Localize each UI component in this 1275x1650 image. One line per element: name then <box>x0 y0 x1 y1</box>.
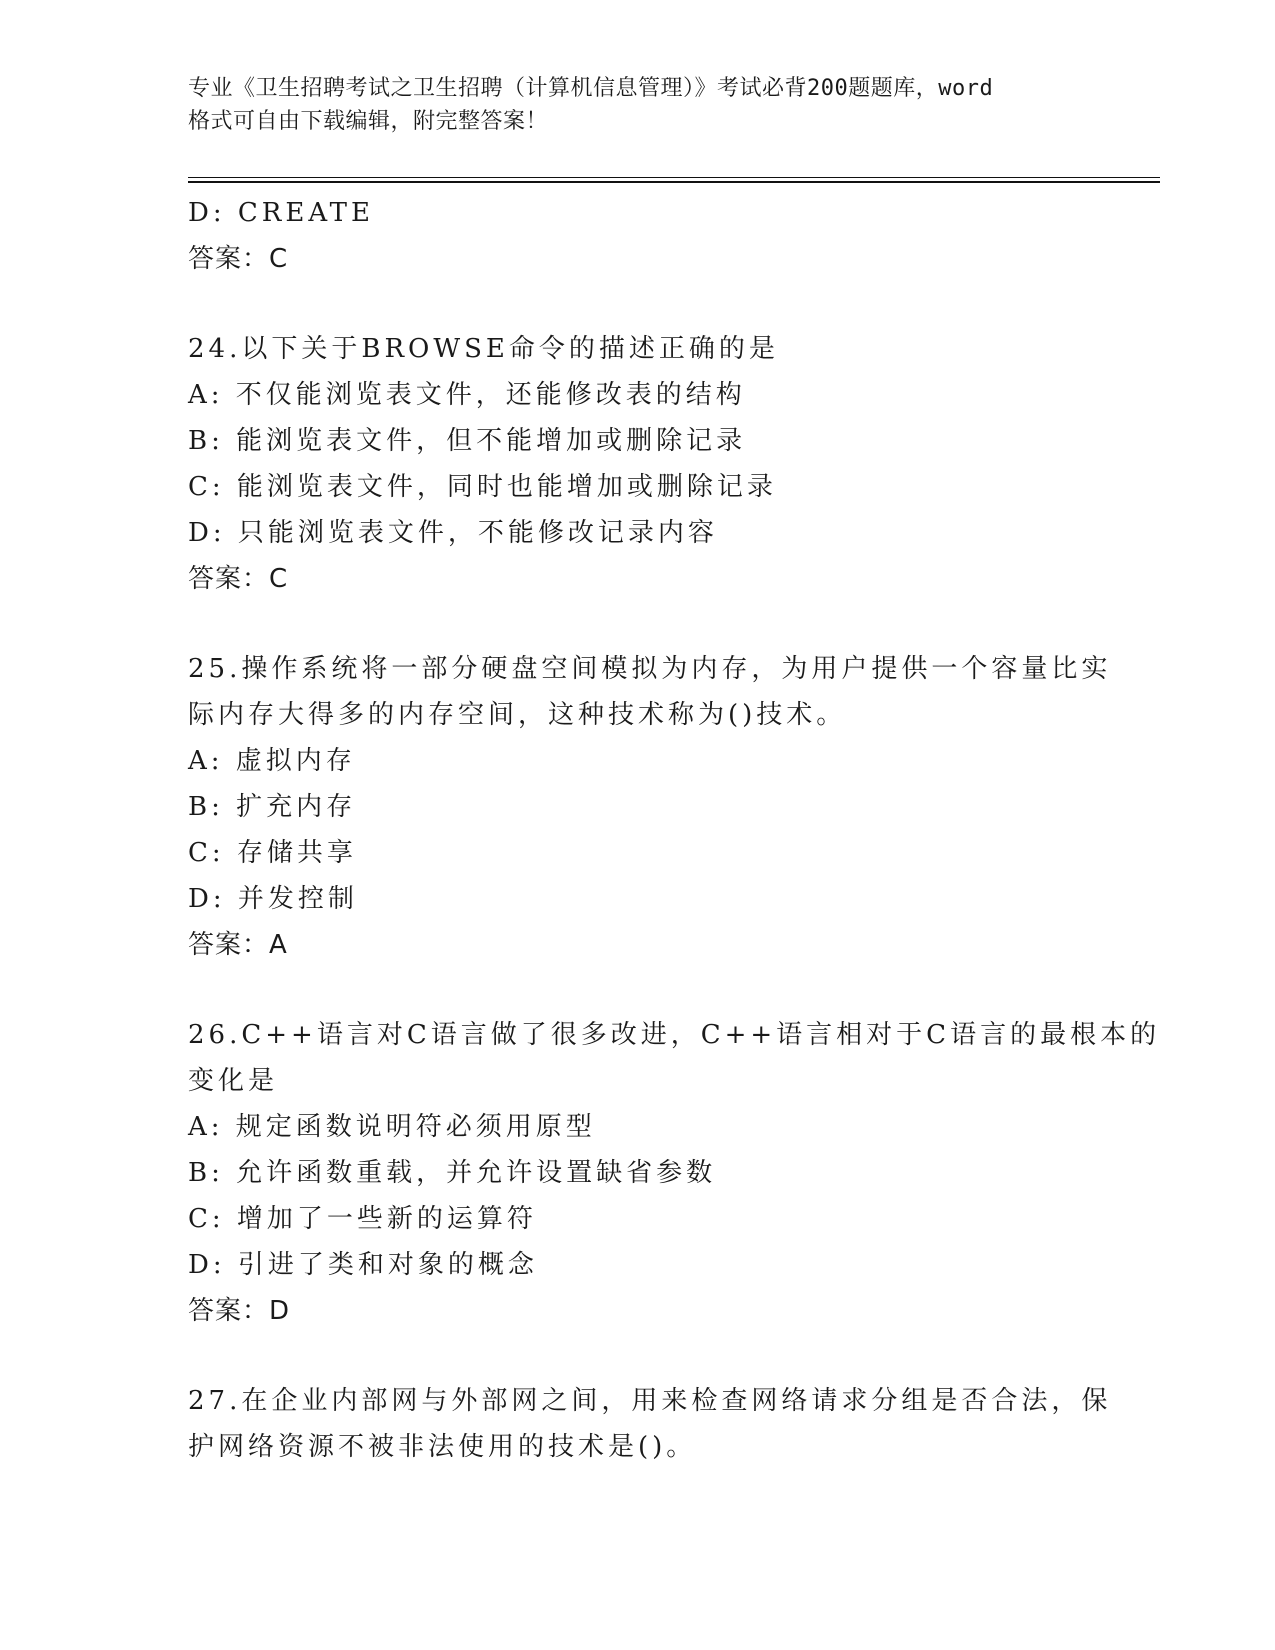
answer-line: 答案：C <box>188 564 289 594</box>
question-24 <box>188 326 1088 602</box>
question-text: 26.C++语言对C语言做了很多改进，C++语言相对于C语言的最根本的 <box>188 1020 1161 1050</box>
spacer <box>188 282 1088 326</box>
document-header <box>188 72 1088 138</box>
question-text: 护网络资源不被非法使用的技术是()。 <box>188 1432 697 1462</box>
spacer <box>188 968 1088 1012</box>
option-a: A: 规定函数说明符必须用原型 <box>188 1112 596 1142</box>
question-25 <box>188 646 1112 968</box>
answer-line: 答案：A <box>188 930 288 960</box>
question-23-tail <box>188 190 1088 282</box>
option-c: C: 存储共享 <box>188 838 357 868</box>
option-b: B: 允许函数重载，并允许设置缺省参数 <box>188 1158 717 1188</box>
answer-line: 答案：C <box>188 244 289 274</box>
question-26 <box>188 1012 1161 1334</box>
question-text: 25.操作系统将一部分硬盘空间模拟为内存，为用户提供一个容量比实 <box>188 654 1112 684</box>
option-d: D: 并发控制 <box>188 884 358 914</box>
question-list <box>188 190 1161 1470</box>
option-d: D: 只能浏览表文件，不能修改记录内容 <box>188 518 718 548</box>
option-c: C: 增加了一些新的运算符 <box>188 1204 537 1234</box>
question-text: 际内存大得多的内存空间，这种技术称为()技术。 <box>188 700 847 730</box>
header-title-line-1: 专业《卫生招聘考试之卫生招聘（计算机信息管理）》考试必背200题题库，word <box>188 76 994 101</box>
answer-line: 答案：D <box>188 1296 291 1326</box>
option-a: A: 不仅能浏览表文件，还能修改表的结构 <box>188 380 746 410</box>
question-text: 27.在企业内部网与外部网之间，用来检查网络请求分组是否合法，保 <box>188 1386 1112 1416</box>
question-27 <box>188 1378 1112 1470</box>
spacer <box>188 1334 1088 1378</box>
question-text: 24.以下关于BROWSE命令的描述正确的是 <box>188 334 779 364</box>
option-d: D: CREATE <box>188 198 374 228</box>
spacer <box>188 602 1088 646</box>
option-a: A: 虚拟内存 <box>188 746 356 776</box>
option-d: D: 引进了类和对象的概念 <box>188 1250 538 1280</box>
option-b: B: 扩充内存 <box>188 792 357 822</box>
option-c: C: 能浏览表文件，同时也能增加或删除记录 <box>188 472 777 502</box>
option-b: B: 能浏览表文件，但不能增加或删除记录 <box>188 426 747 456</box>
header-divider-thick <box>188 181 1160 183</box>
header-title-line-2: 格式可自由下载编辑，附完整答案！ <box>188 109 549 134</box>
question-text: 变化是 <box>188 1066 279 1096</box>
header-divider-thin <box>188 177 1160 178</box>
